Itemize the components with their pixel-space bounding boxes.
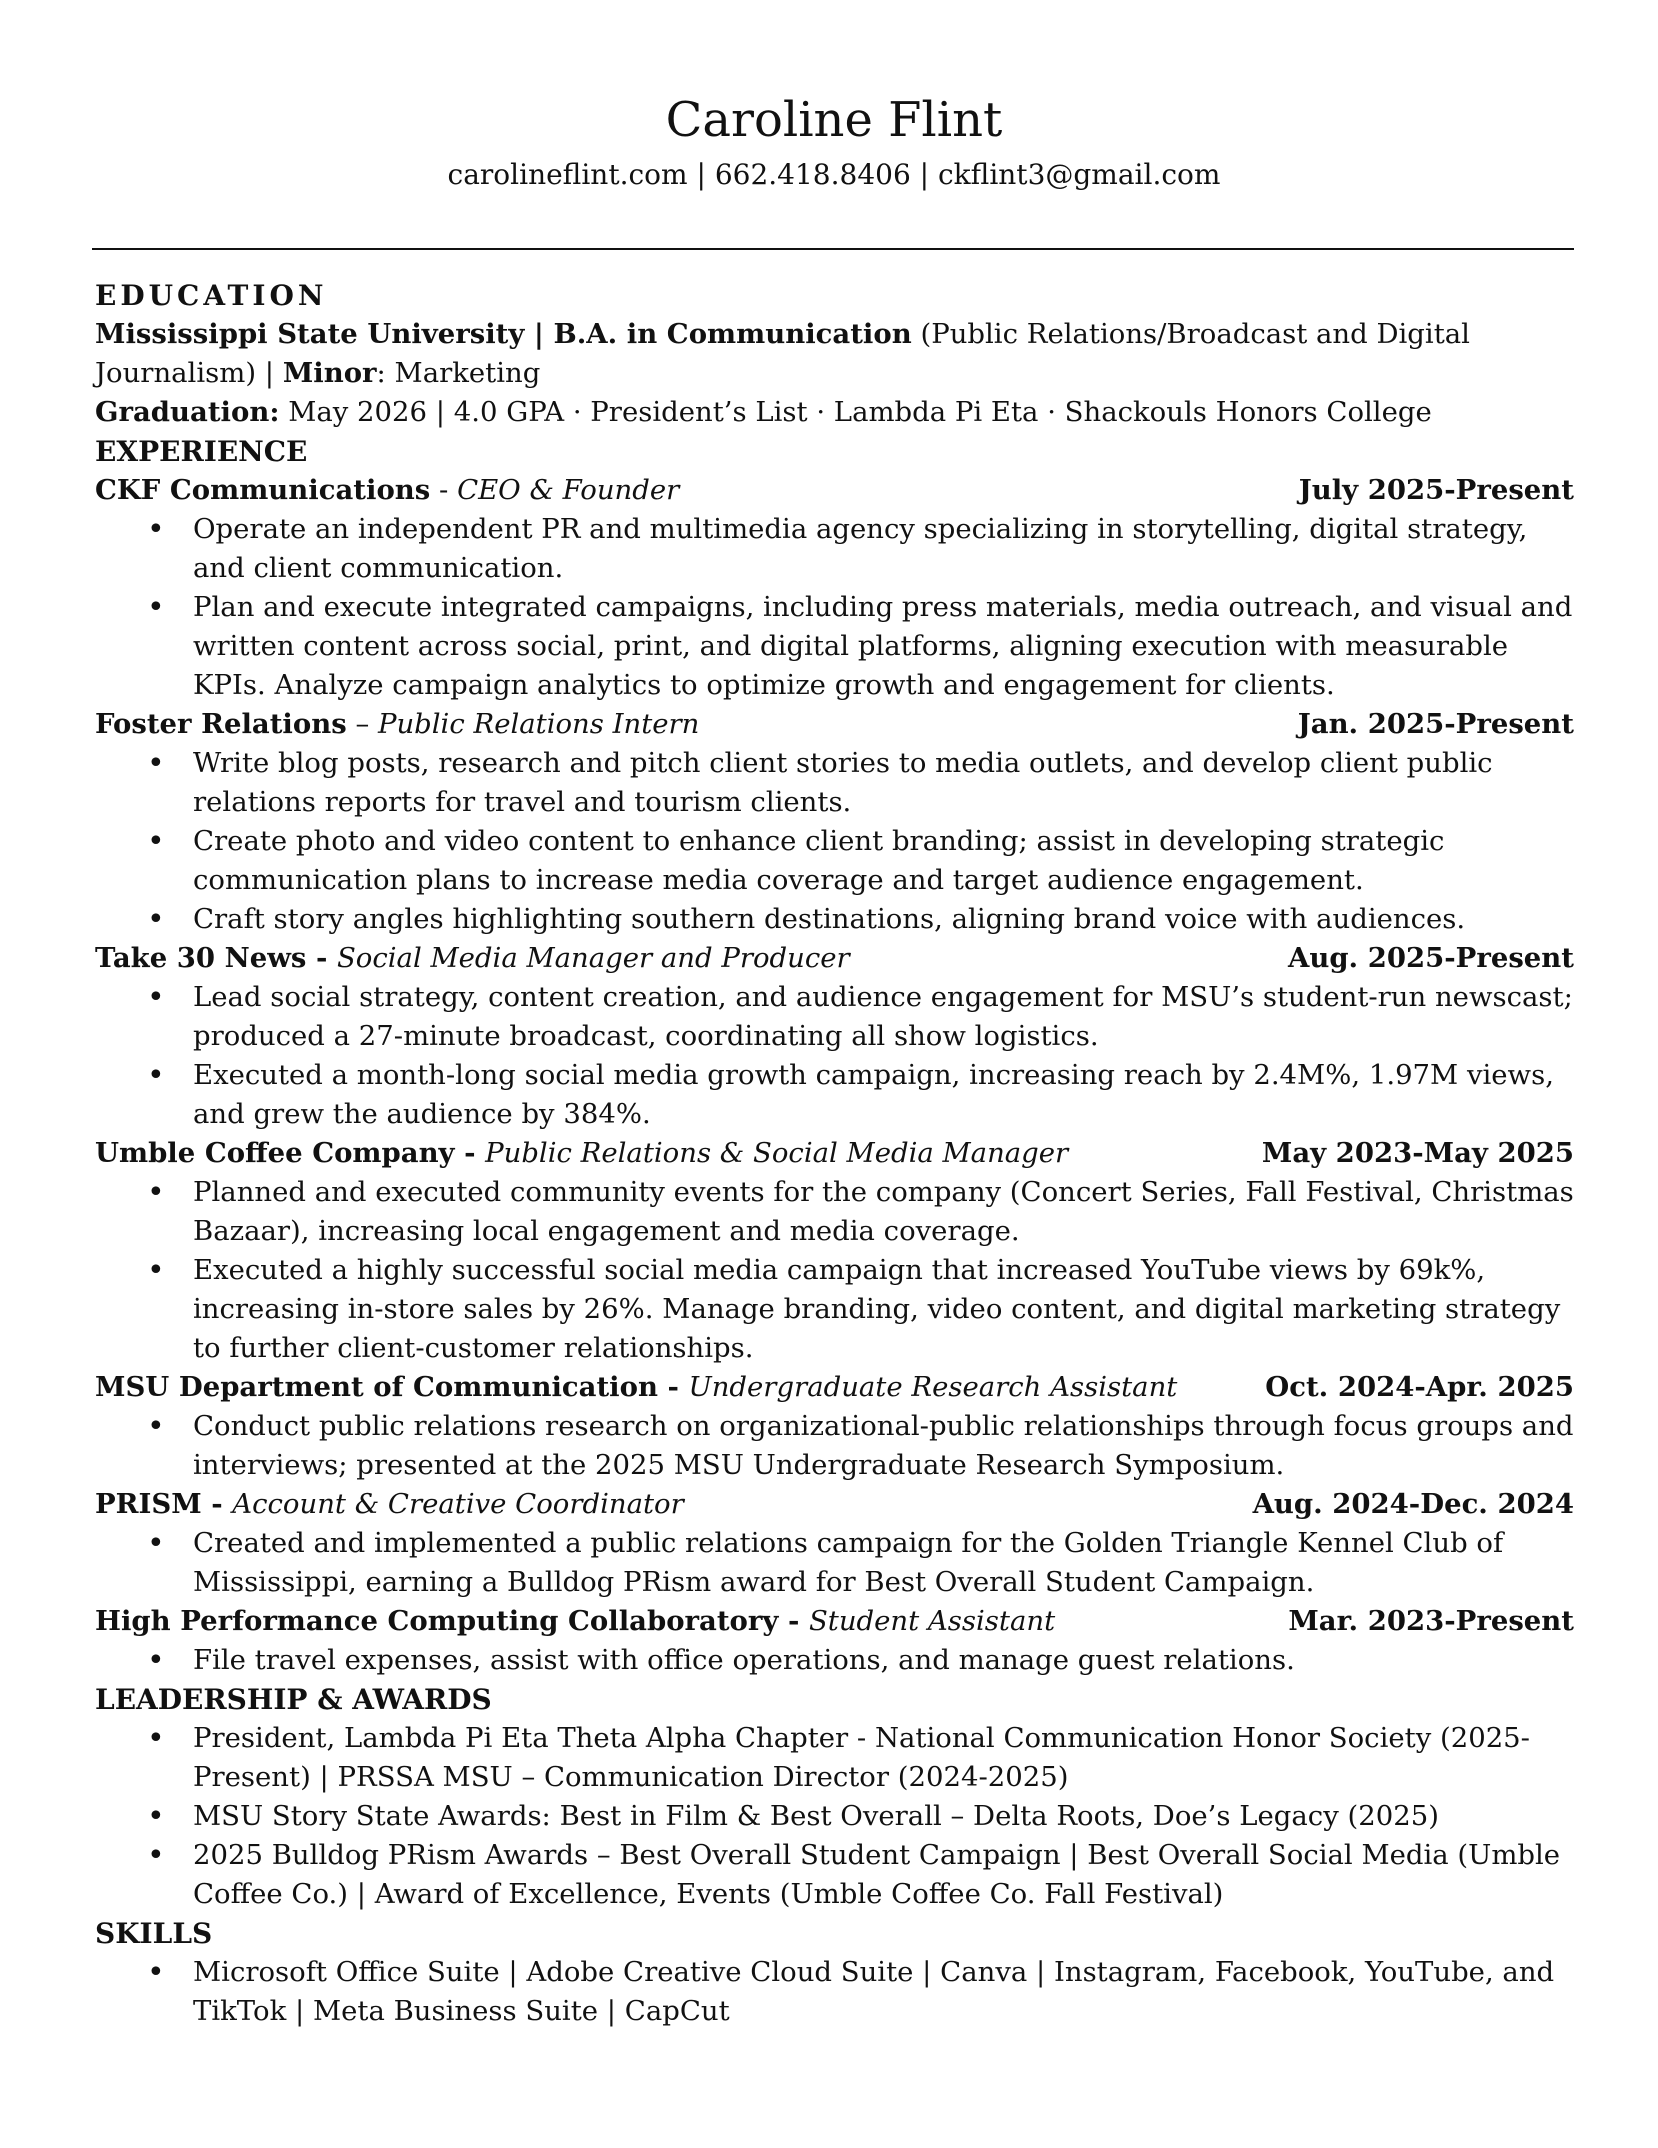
- job-date: Aug. 2025-Present: [1288, 942, 1574, 974]
- job-org: Foster Relations: [95, 708, 347, 740]
- job-org: MSU Department of Communication: [95, 1371, 658, 1403]
- education-concentration: (Public Relations/Broadcast and Digital Journalism) |: [95, 318, 1470, 389]
- job-entry: [95, 1602, 1574, 1680]
- education-school: Mississippi State University | B.A. in Communication: [95, 318, 912, 350]
- job-title-line: [95, 1485, 684, 1524]
- job-title-line: [95, 1602, 1055, 1641]
- bullet-item: • Write blog posts, research and pitch client stories to media outlets, and develop client public relations reports for travel and tourism clients.: [95, 744, 1574, 822]
- job-date: Mar. 2023-Present: [1288, 1605, 1574, 1637]
- job-title-line: [95, 1134, 1068, 1173]
- job-org: PRISM: [95, 1488, 202, 1520]
- job-separator: -: [430, 474, 458, 506]
- bullet-item: • Lead social strategy, content creation, and audience engagement for MSU’s student-run newscast; produced a 27-minute broadcast, coordinating all show logistics.: [95, 978, 1574, 1056]
- header-divider: [92, 248, 1574, 250]
- job-bullets: [95, 1407, 1574, 1485]
- job-header: [95, 939, 1574, 978]
- bullet-item: • Created and implemented a public relations campaign for the Golden Triangle Kennel Club of Mississippi, earning a Bulldog PRism award for Best Overall Student Campaign.: [95, 1524, 1574, 1602]
- education-graduation: [95, 393, 1574, 432]
- job-role: Public Relations Intern: [377, 708, 700, 740]
- job-role: Public Relations & Social Media Manager: [485, 1137, 1069, 1169]
- graduation-label: Graduation:: [95, 396, 280, 428]
- job-entry: [95, 471, 1574, 705]
- job-title-line: [95, 471, 679, 510]
- job-entry: [95, 1485, 1574, 1602]
- job-header: [95, 471, 1574, 510]
- job-role: CEO & Founder: [457, 474, 680, 506]
- job-header: [95, 705, 1574, 744]
- job-date: Jan. 2025-Present: [1297, 708, 1574, 740]
- bullet-item: • Create photo and video content to enhance client branding; assist in developing strategic communication plans to increase media coverage and target audience engagement.: [95, 822, 1574, 900]
- job-org: Umble Coffee Company: [95, 1137, 455, 1169]
- job-separator: –: [346, 708, 378, 740]
- job-entry: [95, 705, 1574, 939]
- contact-line: carolineflint.com | 662.418.8406 | ckflint3@gmail.com: [447, 158, 1221, 191]
- leadership-heading: LEADERSHIP & AWARDS: [95, 1683, 492, 1716]
- experience-heading: EXPERIENCE: [95, 435, 308, 468]
- bullet-item: • President, Lambda Pi Eta Theta Alpha Chapter - National Communication Honor Society (2025-Present) | PRSSA MSU – Communication Director (2024-2025): [95, 1719, 1574, 1797]
- job-org: Take 30 News: [95, 942, 307, 974]
- job-header: [95, 1134, 1574, 1173]
- graduation-value: May 2026 | 4.0 GPA · President’s List · Lambda Pi Eta · Shackouls Honors College: [279, 396, 1432, 428]
- bullet-item: • Executed a highly successful social media campaign that increased YouTube views by 69k%, increasing in-store sales by 26%. Manage branding, video content, and digital marketing strategy to further client-customer relationships.: [95, 1251, 1574, 1368]
- resume-body: [95, 276, 1574, 2031]
- job-header: [95, 1368, 1574, 1407]
- job-role: Account & Creative Coordinator: [232, 1488, 684, 1520]
- bullet-item: • Conduct public relations research on organizational-public relationships through focus groups and interviews; presented at the 2025 MSU Undergraduate Research Symposium.: [95, 1407, 1574, 1485]
- job-separator: -: [778, 1605, 809, 1637]
- bullet-item: • MSU Story State Awards: Best in Film & Best Overall – Delta Roots, Doe’s Legacy (2025): [95, 1797, 1574, 1836]
- education-minor-label: Minor: [282, 357, 377, 389]
- job-org: CKF Communications: [95, 474, 431, 506]
- job-bullets: [95, 744, 1574, 939]
- job-org: High Performance Computing Collaboratory: [95, 1605, 779, 1637]
- bullet-item: • File travel expenses, assist with office operations, and manage guest relations.: [95, 1641, 1574, 1680]
- job-role: Undergraduate Research Assistant: [688, 1371, 1178, 1403]
- job-header: [95, 1602, 1574, 1641]
- job-entry: [95, 1368, 1574, 1485]
- education-minor-value: : Marketing: [376, 357, 541, 389]
- leadership-bullets: [95, 1719, 1574, 1914]
- job-title-line: [95, 939, 850, 978]
- bullet-item: • Plan and execute integrated campaigns, including press materials, media outreach, and visual and written content across social, print, and digital platforms, aligning execution with measurable KPIs. Analyze campaign analytics to optimize growth and engagement for clients.: [95, 588, 1574, 705]
- bullet-item: • Operate an independent PR and multimedia agency specializing in storytelling, digital strategy, and client communication.: [95, 510, 1574, 588]
- education-heading: EDUCATION: [95, 279, 328, 312]
- bullet-item: • Craft story angles highlighting southern destinations, aligning brand voice with audiences.: [95, 900, 1574, 939]
- bullet-item: • 2025 Bulldog PRism Awards – Best Overall Student Campaign | Best Overall Social Media (Umble Coffee Co.) | Award of Excellence, Events (Umble Coffee Co. Fall Festival): [95, 1836, 1574, 1914]
- job-role: Social Media Manager and Producer: [336, 942, 850, 974]
- job-date: May 2023-May 2025: [1261, 1137, 1574, 1169]
- job-date: Aug. 2024-Dec. 2024: [1252, 1488, 1574, 1520]
- job-title-line: [95, 1368, 1177, 1407]
- job-date: Oct. 2024-Apr. 2025: [1265, 1371, 1574, 1403]
- job-header: [95, 1485, 1574, 1524]
- bullet-item: • Planned and executed community events for the company (Concert Series, Fall Festival, Christmas Bazaar), increasing local engagement and media coverage.: [95, 1173, 1574, 1251]
- job-separator: -: [306, 942, 337, 974]
- job-bullets: [95, 978, 1574, 1134]
- skills-heading: SKILLS: [95, 1917, 213, 1950]
- job-entry: [95, 939, 1574, 1134]
- bullet-item: • Microsoft Office Suite | Adobe Creative Cloud Suite | Canva | Instagram, Facebook, YouTube, and TikTok | Meta Business Suite | CapCut: [95, 1953, 1574, 2031]
- job-bullets: [95, 1524, 1574, 1602]
- job-entry: [95, 1134, 1574, 1368]
- job-bullets: [95, 510, 1574, 705]
- resume-name: Caroline Flint: [665, 92, 1003, 148]
- skills-bullets: [95, 1953, 1574, 2031]
- job-bullets: [95, 1641, 1574, 1680]
- job-separator: -: [454, 1137, 486, 1169]
- bullet-item: • Executed a month-long social media growth campaign, increasing reach by 2.4M%, 1.97M views, and grew the audience by 384%.: [95, 1056, 1574, 1134]
- job-bullets: [95, 1173, 1574, 1368]
- job-date: July 2025-Present: [1298, 474, 1574, 506]
- job-separator: -: [657, 1371, 689, 1403]
- job-separator: -: [201, 1488, 233, 1520]
- job-role: Student Assistant: [808, 1605, 1056, 1637]
- job-title-line: [95, 705, 699, 744]
- education-degree: [95, 315, 1574, 393]
